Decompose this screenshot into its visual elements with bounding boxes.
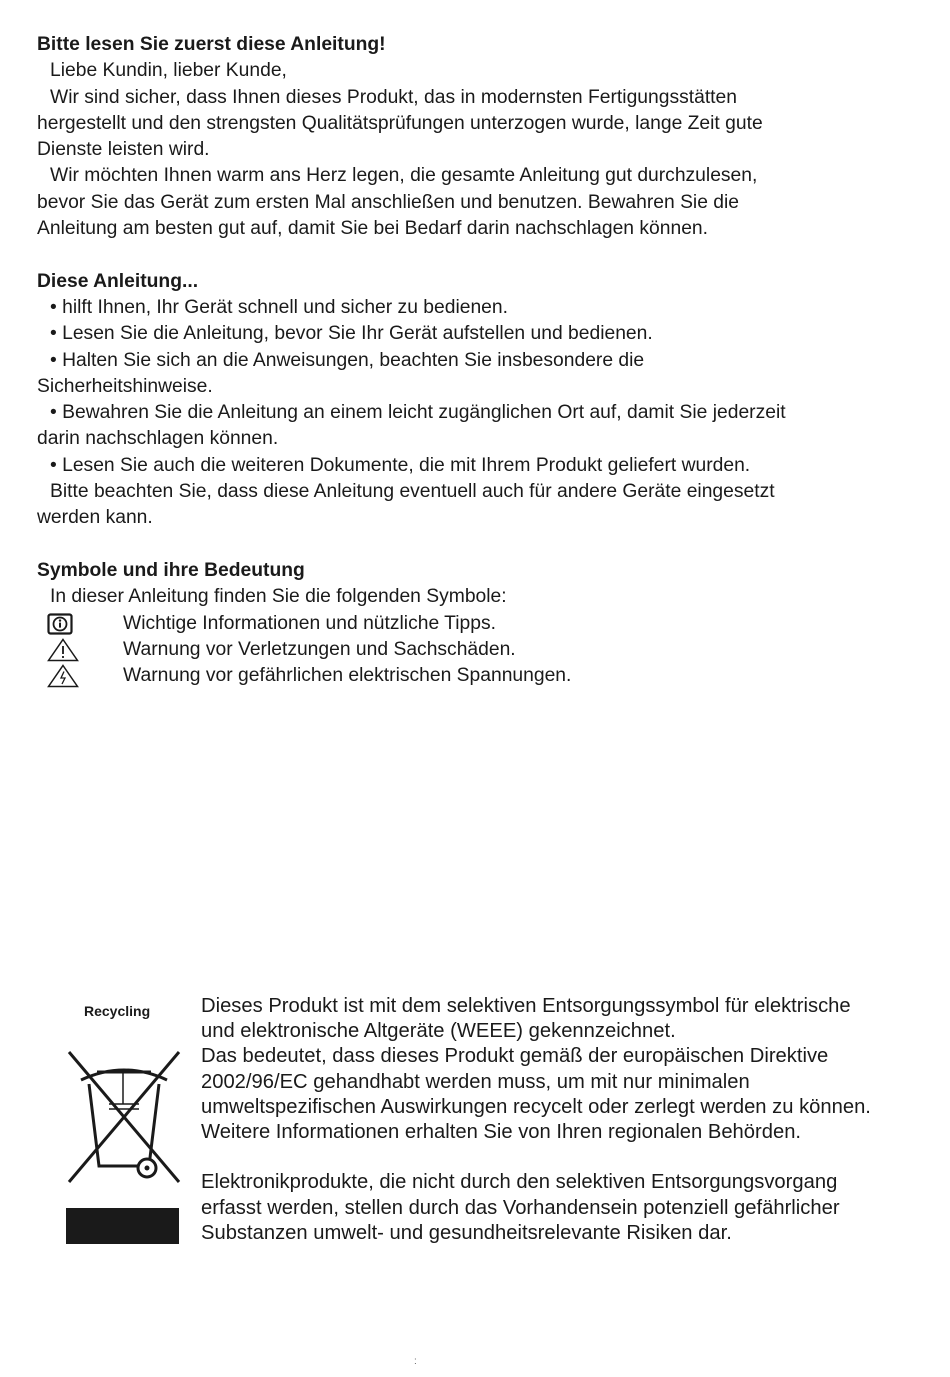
manual-bullet: • Lesen Sie auch die weiteren Dokumente, die mit Ihrem Produkt geliefert wurden. <box>50 454 751 476</box>
symbols-title: Symbole und ihre Bedeutung <box>37 559 305 581</box>
manual-title: Diese Anleitung... <box>37 270 199 292</box>
electric-warning-icon <box>47 663 79 689</box>
symbol-row-warning <box>37 637 917 663</box>
manual-bullet: • Bewahren Sie die Anleitung an einem leicht zugänglichen Ort auf, damit Sie jederzeit <box>50 402 786 424</box>
manual-note-line2: werden kann. <box>37 507 153 529</box>
recycling-line: und elektronische Altgeräte (WEEE) gekennzeichnet. <box>201 1020 676 1043</box>
symbol-electric-text: Warnung vor gefährlichen elektrischen Spannungen. <box>123 665 572 687</box>
info-icon <box>47 611 79 637</box>
recycling-line: Substanzen umwelt- und gesundheitsrelevante Risiken dar. <box>201 1221 732 1244</box>
page-marker: : <box>414 1356 417 1367</box>
recycling-line: Das bedeutet, dass dieses Produkt gemäß der europäischen Direktive <box>201 1045 829 1068</box>
weee-crossed-bin-icon <box>67 1046 181 1201</box>
symbol-info-text: Wichtige Informationen und nützliche Tipps. <box>123 612 496 634</box>
document-page <box>37 32 917 689</box>
intro-paragraph2-line1: Wir möchten Ihnen warm ans Herz legen, die gesamte Anleitung gut durchzulesen, <box>50 165 758 187</box>
recycling-line: erfasst werden, stellen durch das Vorhandensein potenziell gefährlicher <box>201 1196 840 1219</box>
recycling-line: Weitere Informationen erhalten Sie von Ihren regionalen Behörden. <box>201 1121 802 1144</box>
intro-title: Bitte lesen Sie zuerst diese Anleitung! <box>37 34 386 55</box>
weee-black-bar <box>66 1208 179 1244</box>
intro-paragraph2-line3: Anleitung am besten gut auf, damit Sie bei Bedarf darin nachschlagen können. <box>37 218 709 240</box>
manual-bullet: • Halten Sie sich an die Anweisungen, beachten Sie insbesondere die <box>50 349 645 371</box>
intro-paragraph1-line2: hergestellt und den strengsten Qualitätsprüfungen unterzogen wurde, lange Zeit gute <box>37 112 763 134</box>
intro-greeting: Liebe Kundin, lieber Kunde, <box>50 60 287 82</box>
intro-paragraph2-line2: bevor Sie das Gerät zum ersten Mal anschließen und benutzen. Bewahren Sie die <box>37 191 740 213</box>
manual-bullet-continuation: darin nachschlagen können. <box>37 428 279 450</box>
intro-paragraph1-line1: Wir sind sicher, dass Ihnen dieses Produkt, das in modernsten Fertigungsstätten <box>50 86 737 108</box>
manual-bullet: • hilft Ihnen, Ihr Gerät schnell und sicher zu bedienen. <box>50 296 508 318</box>
symbols-intro: In dieser Anleitung finden Sie die folgenden Symbole: <box>50 586 507 608</box>
recycling-line: umweltspezifischen Auswirkungen recycelt oder zerlegt werden zu können. <box>201 1095 871 1118</box>
warning-icon <box>47 637 79 663</box>
intro-paragraph1-line3: Dienste leisten wird. <box>37 139 210 161</box>
recycling-line: 2002/96/EC gehandhabt werden muss, um mit nur minimalen <box>201 1070 750 1093</box>
manual-bullet-continuation: Sicherheitshinweise. <box>37 375 213 397</box>
symbol-warning-text: Warnung vor Verletzungen und Sachschäden. <box>123 638 516 660</box>
recycling-label: Recycling <box>84 1003 151 1019</box>
recycling-line: Elektronikprodukte, die nicht durch den selektiven Entsorgungsvorgang <box>201 1171 838 1194</box>
manual-note-line1: Bitte beachten Sie, dass diese Anleitung eventuell auch für andere Geräte eingesetzt <box>50 481 775 503</box>
manual-bullet: • Lesen Sie die Anleitung, bevor Sie Ihr Gerät aufstellen und bedienen. <box>50 323 653 345</box>
symbol-row-info <box>37 611 917 637</box>
recycling-text <box>201 994 911 1246</box>
recycling-line: Dieses Produkt ist mit dem selektiven Entsorgungssymbol für elektrische <box>201 995 851 1017</box>
symbol-row-electric <box>37 663 917 689</box>
